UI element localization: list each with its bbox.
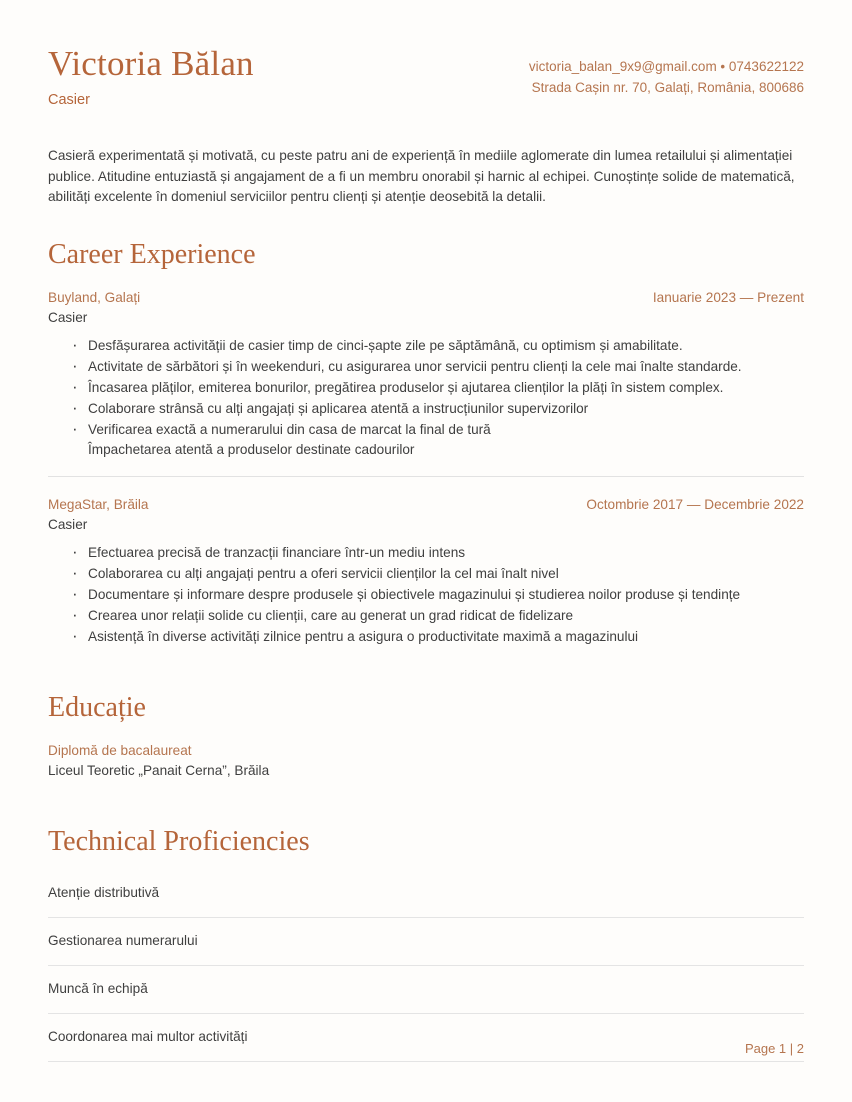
experience-organization: Buyland, Galați [48, 289, 141, 305]
education-degree: Diplomă de bacalaureat [48, 742, 192, 758]
section-title-education: Educație [48, 691, 146, 723]
experience-entry [48, 495, 804, 647]
section-title-experience: Career Experience [48, 238, 256, 270]
experience-bullet: · Colaborare strânsă cu alți angajați și aplicarea atentă a instrucțiunilor supervizorilor [72, 399, 804, 419]
experience-bullet: · Verificarea exactă a numerarului din casa de marcat la final de tură [72, 420, 804, 440]
profile-summary: Casieră experimentată și motivată, cu peste patru ani de experiență în mediile aglomerate din lumea retailului și alimentației publice. Atitudine entuziastă și angajament de a fi un membru onorabil și harnic al echipei. Cunoștințe solide de matematică, abilități excelente în domeniul serviciilor pentru clienți și atenție deosebită la detalii. [48, 148, 795, 204]
experience-organization: MegaStar, Brăila [48, 496, 149, 512]
contact-email-phone: victoria_balan_9x9@gmail.com • 0743622122 [528, 59, 804, 74]
experience-bullet: · Efectuarea precisă de tranzacții financiare într-un mediu intens [72, 543, 804, 563]
experience-bullet-list [48, 543, 804, 647]
identity-block [48, 44, 254, 110]
experience-bullet-continuation: Împachetarea atentă a produselor destinate cadourilor [88, 441, 415, 457]
experience-bullet: · Crearea unor relații solide cu clienții, care au generat un grad ridicat de fidelizare [72, 606, 804, 626]
experience-bullet: · Activitate de sărbători și în weekenduri, cu asigurarea unor servicii pentru clienți la cele mai înalte standarde. [72, 357, 804, 377]
experience-bullet: · Desfășurarea activității de casier timp de cinci-șapte zile pe săptămână, cu optimism și amabilitate. [72, 336, 804, 356]
candidate-job-title: Casier [48, 92, 90, 108]
section-skills [48, 825, 804, 1062]
entry-divider [48, 476, 804, 477]
section-career-experience [48, 238, 804, 647]
section-education [48, 691, 804, 781]
skill-item: Atenție distributivă [48, 875, 804, 918]
contact-block [529, 44, 804, 98]
experience-dates: Octombrie 2017 — Decembrie 2022 [586, 496, 804, 512]
experience-role: Casier [48, 309, 88, 325]
section-title-skills: Technical Proficiencies [48, 825, 310, 857]
candidate-name: Victoria Bălan [48, 44, 254, 83]
experience-entry-head [48, 288, 804, 307]
page-footer [48, 1040, 804, 1058]
experience-bullet: · Documentare și informare despre produsele și obiectivele magazinului și studierea noilor produse și tendințe [72, 585, 804, 605]
skill-item: Muncă în echipă [48, 966, 804, 1014]
experience-bullet: · Încasarea plăților, emiterea bonurilor, pregătirea produselor și ajutarea clienților la plăți în sistem complex. [72, 378, 804, 398]
skill-item: Coordonarea mai multor activități [48, 1014, 804, 1062]
experience-bullet: · Asistență în diverse activități zilnice pentru a asigura o productivitate maximă a magazinului [72, 627, 804, 647]
skill-item: Gestionarea numerarului [48, 918, 804, 966]
skills-list [48, 875, 804, 1062]
experience-entry-head [48, 495, 804, 514]
entry-spacer [48, 479, 804, 495]
page-number: Page 1 | 2 [744, 1041, 804, 1056]
experience-bullet-list [48, 336, 804, 460]
experience-role: Casier [48, 516, 88, 532]
experience-bullet: · Colaborarea cu alți angajați pentru a oferi servicii clienților la cel mai înalt nivel [72, 564, 804, 584]
contact-address: Strada Cașin nr. 70, Galați, România, 800686 [531, 80, 804, 95]
experience-entry [48, 288, 804, 477]
experience-dates: Ianuarie 2023 — Prezent [652, 289, 804, 305]
education-school: Liceul Teoretic „Panait Cerna”, Brăila [48, 762, 270, 778]
resume-header [48, 0, 804, 110]
